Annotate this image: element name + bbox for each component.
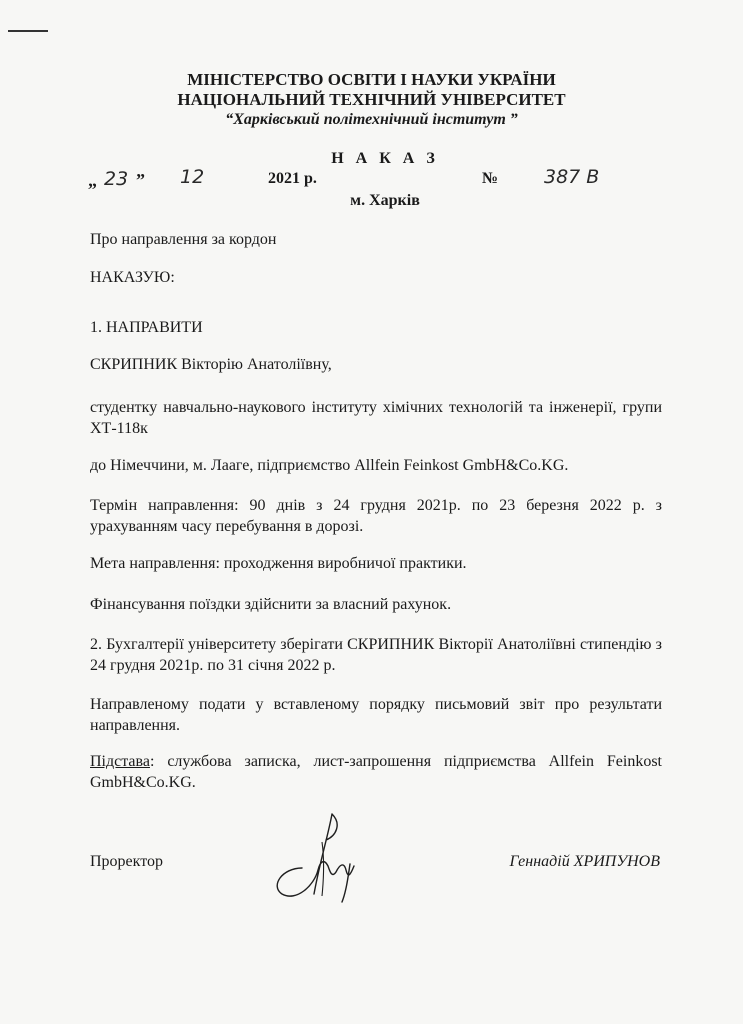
order-number-label: № <box>482 170 499 187</box>
item1-status: студентку навчально-наукового інституту хімічних технологій та інженерії, групи ХТ-118к <box>90 399 662 437</box>
order-day: 23 <box>104 168 129 190</box>
scan-mark <box>8 30 48 32</box>
order-city: м. Харків <box>350 192 420 209</box>
item1-purpose: Мета направлення: проходження виробничої практики. <box>90 555 467 572</box>
item1-person: СКРИПНИК Вікторію Анатоліївну, <box>90 356 332 373</box>
item1-heading: 1. НАПРАВИТИ <box>90 319 203 336</box>
order-month: 12 <box>180 166 205 188</box>
item1-term: Термін направлення: 90 днів з 24 грудня 2021р. по 23 березня 2022 р. з урахуванням часу перебування в дорозі. <box>90 497 662 535</box>
date-open-quote: „ <box>88 170 97 190</box>
basis-label: Підстава <box>90 753 150 770</box>
document-header <box>0 70 743 130</box>
order-command: НАКАЗУЮ: <box>90 269 175 286</box>
university-name: НАЦІОНАЛЬНИЙ ТЕХНІЧНИЙ УНІВЕРСИТЕТ <box>177 90 566 109</box>
signatory-name: Геннадій ХРИПУНОВ <box>509 853 660 870</box>
item2-text: 2. Бухгалтерії університету зберігати СКРИПНИК Вікторії Анатоліївні стипендію з 24 грудня 2021р. по 31 січня 2022 р. <box>90 636 662 674</box>
signatory-role: Проректор <box>90 853 163 870</box>
order-year: 2021 р. <box>268 170 317 187</box>
date-close-quote: ” <box>136 170 145 190</box>
ministry-name: МІНІСТЕРСТВО ОСВІТИ І НАУКИ УКРАЇНИ <box>187 70 556 89</box>
item1-destination: до Німеччини, м. Лааге, підприємство Allfein Feinkost GmbH&Co.KG. <box>90 457 569 474</box>
order-title: Н А К А З <box>331 150 439 167</box>
basis-text <box>90 751 662 793</box>
university-full-name: “Харківський політехнічний інститут ” <box>225 111 518 128</box>
order-subject: Про направлення за кордон <box>90 231 277 248</box>
order-number: 387 В <box>544 166 600 188</box>
basis-body: : службова записка, лист-запрошення підприємства Allfein Feinkost GmbH&Co.KG. <box>90 753 662 791</box>
order-date-line <box>88 168 688 192</box>
handwritten-signature <box>262 806 372 906</box>
report-text: Направленому подати у вставленому порядку письмовий звіт про результати направлення. <box>90 696 662 734</box>
item1-financing: Фінансування поїздки здійснити за власний рахунок. <box>90 596 452 613</box>
